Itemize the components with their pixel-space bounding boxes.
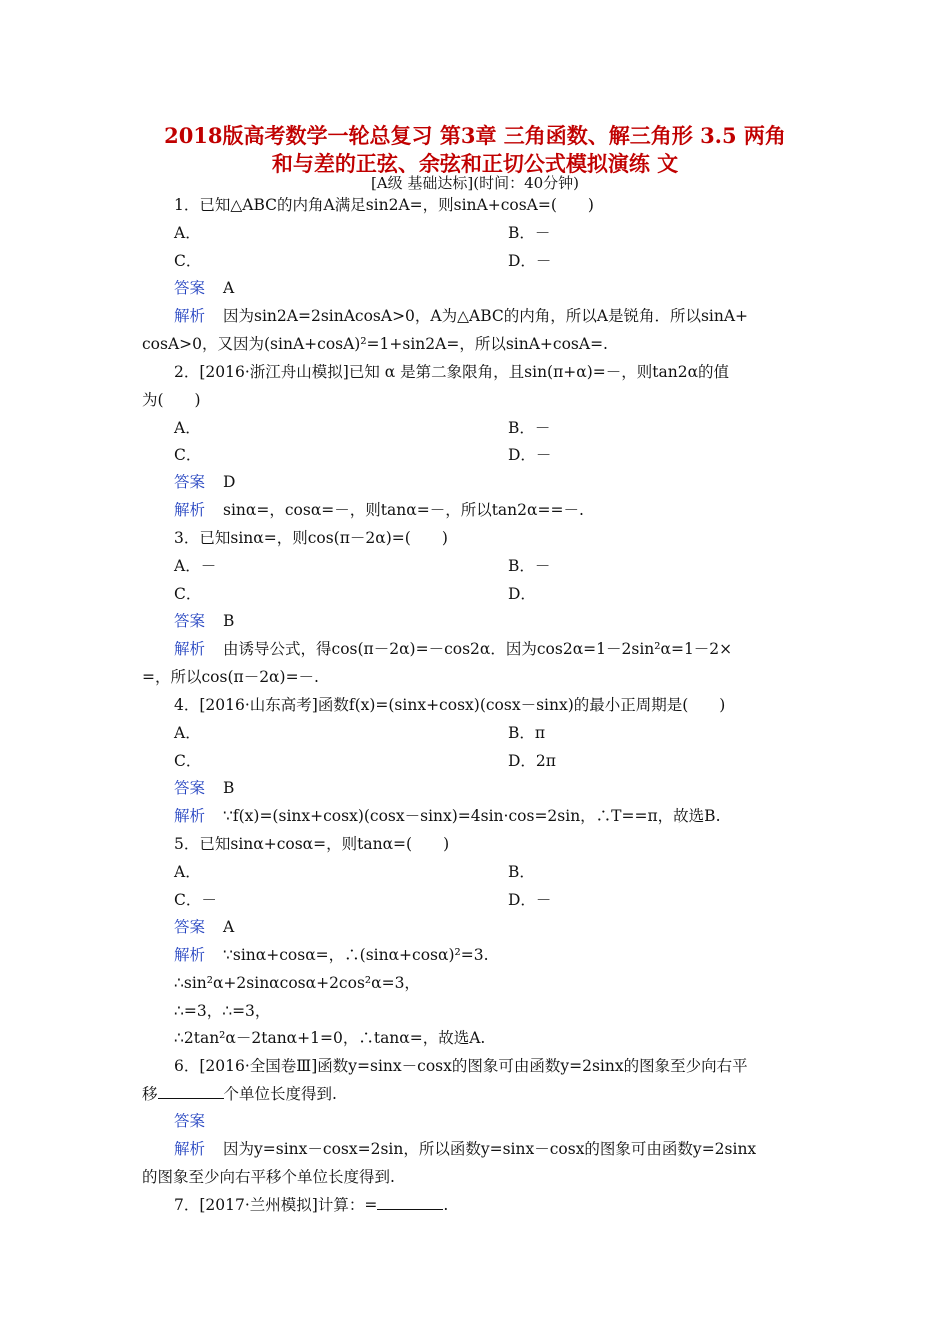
q2-option-b: B．－ — [508, 419, 551, 437]
q5-analysis-line3: ∴=3，∴=3， — [174, 1002, 271, 1020]
answer-label: 答案 — [174, 279, 206, 297]
q4-option-b: B．π — [508, 724, 546, 742]
q2-answer-value: D — [223, 473, 236, 491]
q4-option-a: A． — [174, 724, 201, 742]
q2-option-d: D．－ — [508, 446, 552, 464]
answer-label: 答案 — [174, 918, 206, 936]
q4-answer-value: B — [223, 779, 235, 797]
q1-option-b: B．－ — [508, 224, 551, 242]
q4-analysis-text: ∵f(x)=(sinx+cosx)(cosx－sinx)=4sin·cos=2sin，∴T==π，故选B. — [223, 807, 721, 825]
analysis-label: 解析 — [174, 807, 206, 825]
question-4-stem: 4．[2016·山东高考]函数f(x)=(sinx+cosx)(cosx－sinx)的最小正周期是( ) — [174, 696, 726, 714]
question-5-stem: 5．已知sinα+cosα=，则tanα=( ) — [174, 835, 450, 853]
q5-option-a: A． — [174, 863, 201, 881]
q3-analysis-line1 — [174, 638, 844, 660]
q4-answer — [174, 777, 844, 799]
q2-analysis — [174, 499, 844, 521]
document-title-line2: 和与差的正弦、余弦和正切公式模拟演练 文 — [271, 151, 679, 176]
analysis-label: 解析 — [174, 307, 206, 325]
q3-analysis-text1: 由诱导公式，得cos(π－2α)=－cos2α．因为cos2α=1－2sin²α=1－2× — [223, 640, 733, 658]
q1-option-d: D．－ — [508, 252, 552, 270]
q5-option-b: B． — [508, 863, 535, 881]
section-subtitle: [A级 基础达标](时间：40分钟) — [370, 174, 580, 192]
answer-label: 答案 — [174, 473, 206, 491]
q6-analysis-line2: 的图象至少向右平移个单位长度得到. — [142, 1168, 395, 1186]
q5-answer — [174, 916, 844, 938]
q3-analysis-line2: =，所以cos(π－2α)=－. — [142, 668, 319, 686]
analysis-label: 解析 — [174, 501, 206, 519]
q1-option-a: A． — [174, 224, 201, 242]
question-6-stem-line2 — [142, 1083, 812, 1105]
q6-stem-suffix: 个单位长度得到. — [223, 1085, 337, 1103]
q4-option-c: C． — [174, 752, 202, 770]
q1-answer — [174, 277, 844, 299]
q1-option-c: C． — [174, 252, 202, 270]
question-6-stem-line1: 6．[2016·全国卷Ⅲ]函数y=sinx－cosx的图象可由函数y=2sinx的图象至少向右平 — [174, 1057, 748, 1075]
q2-option-a: A． — [174, 419, 201, 437]
q6-analysis-line1 — [174, 1138, 844, 1160]
q5-answer-value: A — [223, 918, 235, 936]
document-title-line1: 2018版高考数学一轮总复习 第3章 三角函数、解三角形 3.5 两角 — [164, 123, 786, 148]
q1-answer-value: A — [223, 279, 235, 297]
q1-analysis-line1 — [174, 305, 844, 327]
analysis-label: 解析 — [174, 1140, 206, 1158]
answer-label: 答案 — [174, 612, 206, 630]
q3-option-c: C． — [174, 585, 202, 603]
answer-label: 答案 — [174, 1112, 206, 1130]
q2-answer — [174, 471, 844, 493]
q5-option-d: D．－ — [508, 891, 552, 909]
q3-option-b: B．－ — [508, 557, 551, 575]
q3-option-d: D． — [508, 585, 536, 603]
q5-option-c: C．－ — [174, 891, 217, 909]
q6-answer-blank — [158, 1084, 224, 1099]
answer-label: 答案 — [174, 779, 206, 797]
q5-analysis-line4: ∴2tan²α－2tanα+1=0，∴tanα=，故选A. — [174, 1029, 486, 1047]
q2-analysis-text: sinα=，cosα=－，则tanα=－，所以tan2α==－. — [223, 501, 584, 519]
q7-stem-prefix: 7．[2017·兰州模拟]计算：= — [174, 1196, 378, 1214]
q5-analysis-line1 — [174, 944, 844, 966]
question-2-stem-line1: 2．[2016·浙江舟山模拟]已知 α 是第二象限角，且sin(π+α)=－，则tan2α的值 — [174, 363, 730, 381]
question-2-stem-line2: 为( ) — [142, 391, 201, 409]
q3-option-a: A．－ — [174, 557, 217, 575]
q7-stem-suffix: . — [443, 1196, 449, 1214]
q4-analysis — [174, 805, 844, 827]
q1-analysis-text1: 因为sin2A=2sinAcosA>0，A为△ABC的内角，所以A是锐角．所以sinA+ — [223, 307, 749, 325]
q5-analysis-text1: ∵sinα+cosα=，∴(sinα+cosα)²=3. — [223, 946, 489, 964]
q6-analysis-text1: 因为y=sinx－cosx=2sin，所以函数y=sinx－cosx的图象可由函数y=2sinx — [223, 1140, 757, 1158]
q5-analysis-line2: ∴sin²α+2sinαcosα+2cos²α=3， — [174, 974, 420, 992]
question-1-stem: 1．已知△ABC的内角A满足sin2A=，则sinA+cosA=( ) — [174, 196, 594, 214]
q3-answer — [174, 610, 844, 632]
analysis-label: 解析 — [174, 946, 206, 964]
q6-answer — [174, 1110, 844, 1132]
question-3-stem: 3．已知sinα=，则cos(π－2α)=( ) — [174, 529, 448, 547]
question-7-stem — [174, 1194, 844, 1216]
q6-stem-prefix: 移 — [142, 1085, 158, 1103]
q3-answer-value: B — [223, 612, 235, 630]
q1-analysis-line2: cosA>0，又因为(sinA+cosA)²=1+sin2A=，所以sinA+cosA=. — [142, 335, 608, 353]
analysis-label: 解析 — [174, 640, 206, 658]
q2-option-c: C． — [174, 446, 202, 464]
q7-answer-blank — [377, 1195, 443, 1210]
q4-option-d: D．2π — [508, 752, 556, 770]
